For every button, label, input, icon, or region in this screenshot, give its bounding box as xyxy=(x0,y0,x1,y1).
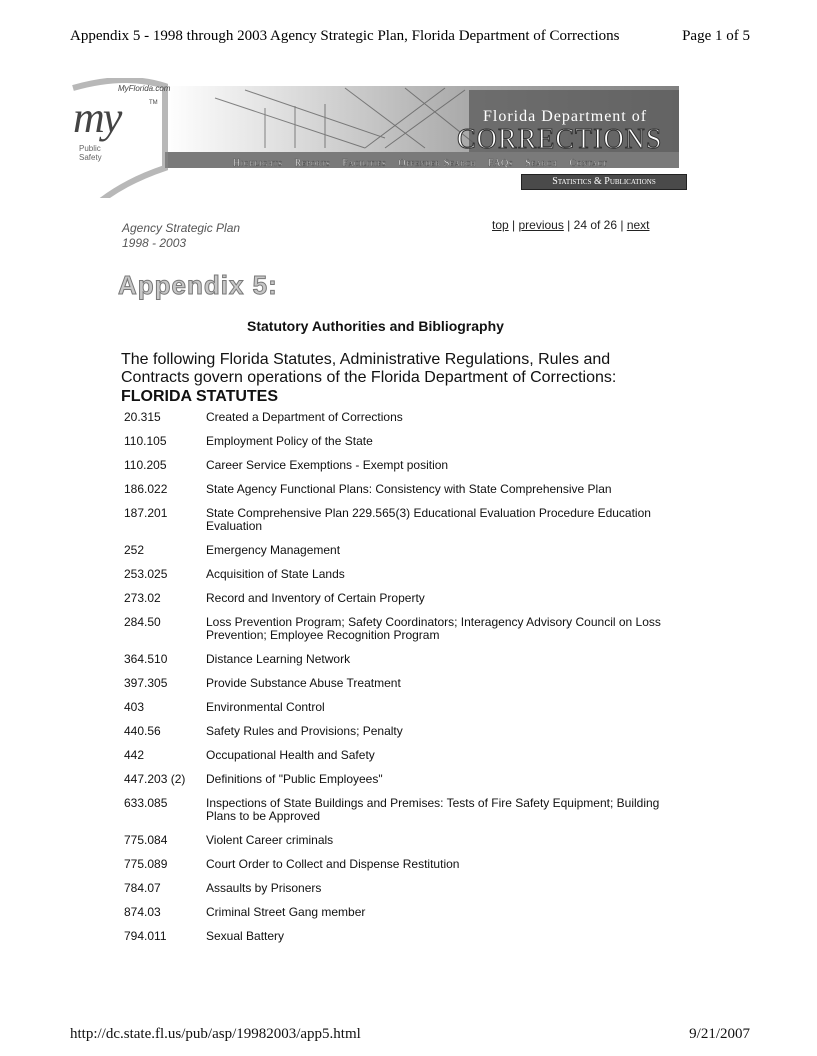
print-header-title: Appendix 5 - 1998 through 2003 Agency Strategic Plan, Florida Department of Corrections xyxy=(70,28,620,44)
public-safety-label: Public Safety xyxy=(79,144,102,162)
statute-row xyxy=(124,504,684,541)
statute-description: Employment Policy of the State xyxy=(206,434,373,448)
my-logo: my xyxy=(73,93,121,142)
statute-number: 633.085 xyxy=(124,796,168,810)
statute-description: Created a Department of Corrections xyxy=(206,410,403,424)
top-link[interactable]: top xyxy=(492,218,509,232)
nav-reports[interactable]: Reports xyxy=(294,158,331,169)
myflorida-link[interactable]: MyFlorida.com xyxy=(118,84,171,93)
section-heading: FLORIDA STATUTES xyxy=(121,388,279,405)
statute-row xyxy=(124,855,684,879)
statute-number: 442 xyxy=(124,748,145,762)
statute-description: Sexual Battery xyxy=(206,929,285,943)
statute-row xyxy=(124,480,684,504)
next-link[interactable]: next xyxy=(626,218,650,232)
statute-number: 794.011 xyxy=(124,929,167,943)
statute-row xyxy=(124,432,684,456)
agency-plan-title: Agency Strategic Plan xyxy=(122,221,241,235)
previous-link[interactable]: previous xyxy=(518,218,564,232)
statute-number: 775.084 xyxy=(124,833,168,847)
statute-number: 187.201 xyxy=(124,506,168,520)
statute-number: 874.03 xyxy=(124,905,161,919)
statute-description: Environmental Control xyxy=(206,700,325,714)
statute-row xyxy=(124,613,684,650)
statute-description: Record and Inventory of Certain Property xyxy=(206,591,425,605)
statute-number: 110.205 xyxy=(124,458,167,472)
nav-search[interactable]: Search xyxy=(525,158,558,169)
tm-mark: TM xyxy=(149,100,158,106)
statute-row xyxy=(124,408,684,432)
statute-number: 252 xyxy=(124,543,145,557)
statute-number: 403 xyxy=(124,700,145,714)
statute-row xyxy=(124,565,684,589)
statute-description: State Comprehensive Plan 229.565(3) Educational Evaluation Procedure Education Evaluation xyxy=(206,506,651,533)
statute-description: Definitions of "Public Employees" xyxy=(206,772,383,786)
statute-number: 110.105 xyxy=(124,434,167,448)
agency-plan-years: 1998 - 2003 xyxy=(122,236,187,250)
print-footer-date: 9/21/2007 xyxy=(689,1026,750,1042)
statute-row xyxy=(124,541,684,565)
statute-row xyxy=(124,698,684,722)
statute-number: 253.025 xyxy=(124,567,168,581)
statute-number: 20.315 xyxy=(124,410,161,424)
dept-corrections: CORRECTIONS xyxy=(457,124,663,155)
statute-description: Violent Career criminals xyxy=(206,833,334,847)
statute-number: 447.203 (2) xyxy=(124,772,186,786)
intro-paragraph: The following Florida Statutes, Administrative Regulations, Rules and Contracts govern operations of the Florida Department of Corrections: xyxy=(121,351,617,386)
statute-row xyxy=(124,456,684,480)
statute-row xyxy=(124,650,684,674)
statute-number: 364.510 xyxy=(124,652,168,666)
statute-description: Provide Substance Abuse Treatment xyxy=(206,676,401,690)
print-header-page: Page 1 of 5 xyxy=(682,28,750,44)
nav-highlights[interactable]: Highlights xyxy=(233,158,283,169)
page-position: 24 of 26 xyxy=(573,218,618,232)
statute-description: Loss Prevention Program; Safety Coordinators; Interagency Advisory Council on Loss Prevention; Employee Recognition Program xyxy=(206,615,661,642)
statute-description: State Agency Functional Plans: Consistency with State Comprehensive Plan xyxy=(206,482,612,496)
agency-plan-label xyxy=(122,221,240,251)
nav-faqs[interactable]: FAQs xyxy=(488,158,514,169)
statute-row xyxy=(124,794,684,831)
statute-description: Career Service Exemptions - Exempt position xyxy=(206,458,449,472)
statute-number: 284.50 xyxy=(124,615,161,629)
statute-description: Safety Rules and Provisions; Penalty xyxy=(206,724,403,738)
nav-facilities[interactable]: Facilities xyxy=(342,158,387,169)
statute-description: Criminal Street Gang member xyxy=(206,905,366,919)
statute-row xyxy=(124,831,684,855)
statute-number: 273.02 xyxy=(124,591,161,605)
site-banner xyxy=(65,78,685,198)
statute-row xyxy=(124,722,684,746)
statute-number: 775.089 xyxy=(124,857,168,871)
statute-number: 397.305 xyxy=(124,676,168,690)
appendix-heading: Appendix 5: xyxy=(118,270,278,300)
statute-description: Occupational Health and Safety xyxy=(206,748,375,762)
dept-title: Florida Department of xyxy=(483,108,648,125)
statute-description: Court Order to Collect and Dispense Restitution xyxy=(206,857,460,871)
statute-row xyxy=(124,589,684,613)
statute-number: 186.022 xyxy=(124,482,168,496)
statute-row xyxy=(124,879,684,903)
statute-description: Acquisition of State Lands xyxy=(206,567,345,581)
statute-row xyxy=(124,770,684,794)
main-nav xyxy=(233,158,607,169)
nav-offender-search[interactable]: Offender Search xyxy=(398,158,476,169)
statutes-table xyxy=(124,408,684,951)
statute-row xyxy=(124,746,684,770)
page-navigation: top | previous | 24 of 26 | next xyxy=(492,218,650,232)
statute-row xyxy=(124,674,684,698)
print-footer-url: http://dc.state.fl.us/pub/asp/19982003/app5.html xyxy=(70,1026,361,1042)
statute-row xyxy=(124,903,684,927)
statute-number: 440.56 xyxy=(124,724,161,738)
page-subtitle: Statutory Authorities and Bibliography xyxy=(247,318,504,334)
nav-statistics-publications[interactable]: Statistics & Publications xyxy=(521,174,687,190)
statute-description: Assaults by Prisoners xyxy=(206,881,322,895)
statute-description: Emergency Management xyxy=(206,543,341,557)
statute-row xyxy=(124,927,684,951)
nav-contact[interactable]: Contact xyxy=(569,158,608,169)
statute-number: 784.07 xyxy=(124,881,161,895)
statute-description: Inspections of State Buildings and Premises: Tests of Fire Safety Equipment; Building Plans to be Approved xyxy=(206,796,660,823)
statute-description: Distance Learning Network xyxy=(206,652,351,666)
